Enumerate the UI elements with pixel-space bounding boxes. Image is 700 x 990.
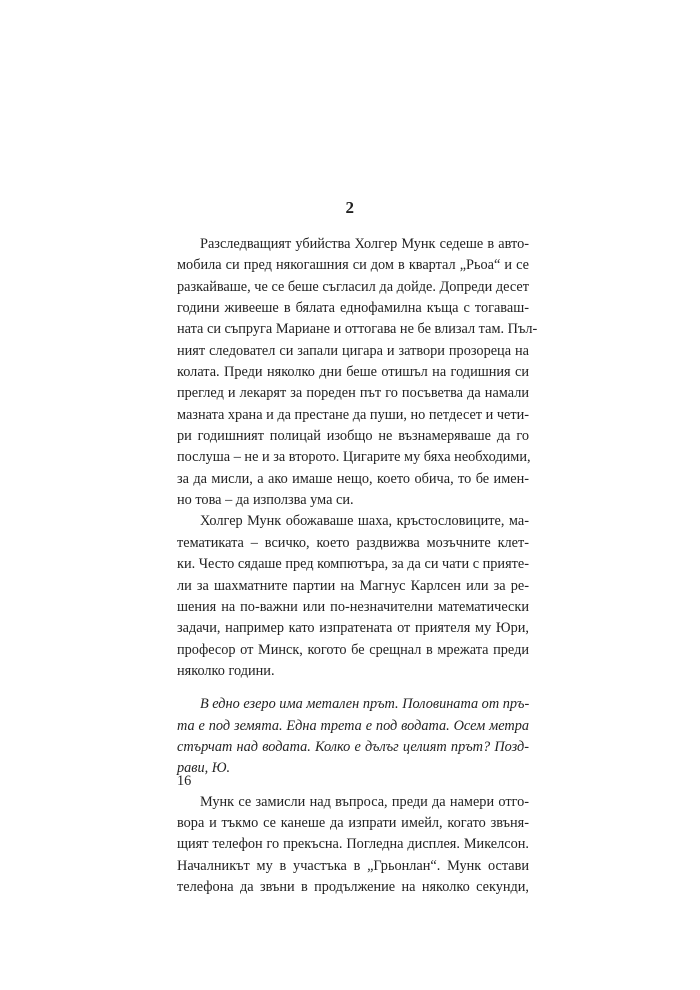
- paragraph-1: [177, 234, 538, 511]
- paragraph-2: [177, 511, 529, 682]
- text-line: ри годишният полицай изобщо не възнамеряваше да го: [177, 428, 529, 445]
- text-line: ли за шахматните партии на Магнус Карлсен или за ре-: [177, 577, 529, 594]
- text-line: рави, Ю.: [177, 760, 231, 777]
- text-line: за да мисли, а ако имаше нещо, което обича, то бе имен-: [177, 470, 529, 487]
- paragraph-spacer: [177, 682, 529, 694]
- text-line: та е под земята. Една трета е под водата. Осем метра: [177, 717, 529, 734]
- text-line: стърчат над водата. Колко е дълъг целият прът? Позд-: [177, 738, 529, 755]
- text-line: Мунк се замисли над въпроса, преди да намери отго-: [200, 793, 529, 810]
- text-line: но това – да използва ума си.: [177, 492, 354, 509]
- text-line: професор от Минск, когото бе срещнал в мрежата преди: [177, 641, 529, 658]
- text-line: ният следовател си запали цигара и затвори прозореца на: [177, 342, 529, 359]
- text-line: послуша – не и за второто. Цигарите му бяха необходими,: [177, 449, 531, 466]
- text-line: мазната храна и да престане да пуши, но петдесет и чети-: [177, 406, 530, 423]
- text-line: ки. Често сядаше пред компютъра, за да си чати с приятe-: [177, 556, 529, 573]
- paragraph-spacer: [177, 780, 529, 792]
- text-line: Разследващият убийства Холгер Мунк седеше в авто-: [200, 236, 529, 252]
- text-line: шения на по-важни или по-незначителни математически: [177, 598, 529, 615]
- text-line: разкайваше, че се беше съгласил да дойде. Допреди десет: [177, 278, 529, 295]
- page-number: 16: [177, 773, 192, 789]
- chapter-number: 2: [345, 198, 355, 217]
- text-line: щият телефон го прекъсна. Погледна дисплея. Микелсон.: [177, 836, 529, 853]
- body-text: [177, 234, 538, 898]
- text-line: Началникът му в участъка в „Грьонлан“. Мунк остави: [177, 857, 529, 874]
- text-line: няколко години.: [177, 662, 275, 679]
- text-line: ната си съпруга Мариане и оттогава не бе влизал там. Пъл-: [177, 321, 538, 338]
- text-line: задачи, например като изпратената от приятеля му Юри,: [177, 620, 529, 637]
- text-line: тематиката – всичко, което раздвижва мозъчните клет-: [177, 534, 529, 551]
- paragraph-4: [177, 792, 529, 899]
- text-line: телефона да звъни в продължение на няколко секунди,: [177, 878, 529, 895]
- text-line: години живееше в бялата еднофамилна къща с тогаваш-: [177, 300, 529, 317]
- text-line: преглед и лекарят за пореден път го посъветва да намали: [177, 385, 529, 402]
- paragraph-3-quote: [177, 694, 529, 779]
- text-line: Холгер Мунк обожаваше шаха, кръстословиците, ма-: [200, 513, 529, 530]
- text-line: В едно езеро има метален прът. Половината от пръ-: [200, 696, 530, 713]
- text-line: колата. Преди няколко дни беше отишъл на годишния си: [177, 364, 529, 381]
- text-line: мобила си пред някогашния си дом в квартал „Рьоа“ и се: [177, 257, 529, 274]
- text-line: вора и тъкмо се канеше да изпрати имейл, когато звъня-: [177, 814, 529, 831]
